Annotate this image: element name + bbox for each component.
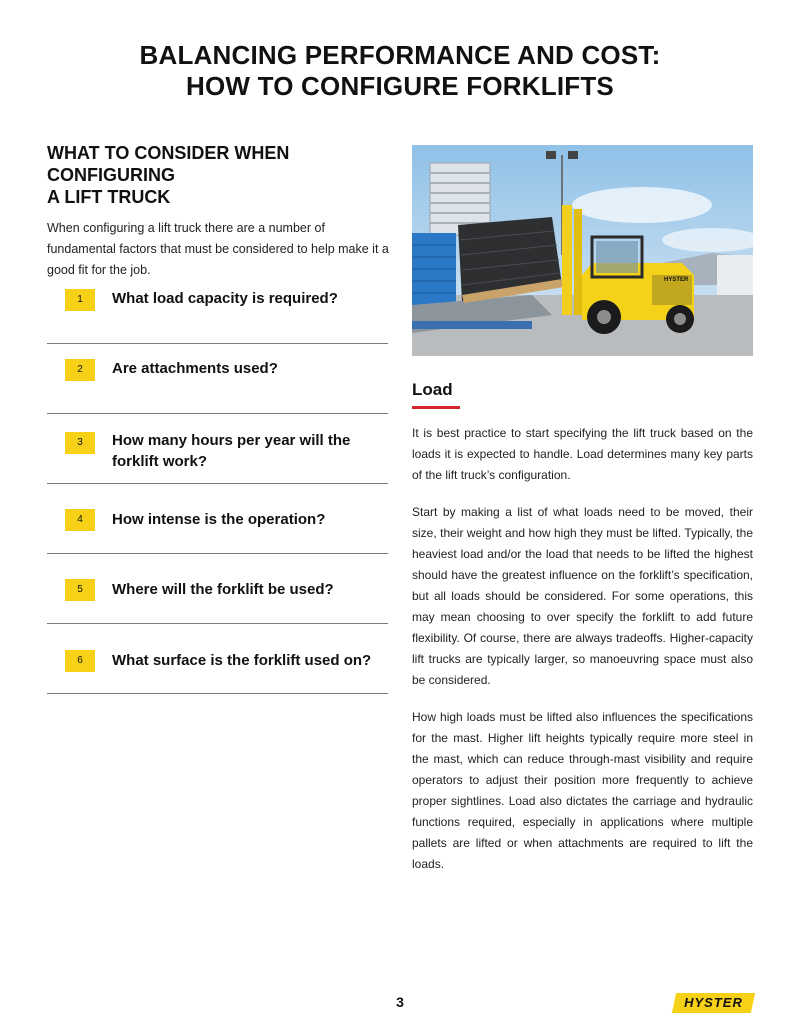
question-number-badge: 1 [65,289,95,311]
forklift-photo [412,145,753,356]
question-text: Are attachments used? [112,360,278,377]
question-item [47,484,388,554]
hyster-logo-text: HYSTER [684,995,743,1010]
question-number-badge: 4 [65,509,95,531]
load-paragraph: Start by making a list of what loads need to be moved, their size, their weight and how high they must be lifted. Typically, the heaviest load and/or the load that needs to be lifted the highest should have the greatest influence on the forklift’s specification, but all loads should be considered. For some operations, this may mean choosing to over specify the forklift to add future flexibility. Of course, there are always tradeoffs. Higher-capacity lift trucks are typically larger, so manoeuvring space must also be considered. [412,505,753,687]
question-text: How intense is the operation? [112,511,326,528]
question-number-badge: 2 [65,359,95,381]
load-paragraph: How high loads must be lifted also influences the specifications for the mast. Higher lift heights typically require more steel in the mast, which can reduce through-mast visibility and require operators to adjust their position more frequently to achieve proper sightlines. Load also dictates the carriage and hydraulic functions required, especially in applications where multiple pallets are lifted or when attachments are required to lift the loads. [412,710,753,871]
question-number-badge: 6 [65,650,95,672]
question-text: What surface is the forklift used on? [112,652,372,669]
question-item [47,554,388,624]
question-item [47,624,388,694]
page-title-line-2: HOW TO CONFIGURE FORKLIFTS [186,71,614,101]
forklift-label: HYSTER [664,277,689,283]
hyster-logo [672,993,755,1013]
question-number-badge: 5 [65,579,95,601]
intro-paragraph: When configuring a lift truck there are a number of fundamental factors that must be considered to help make it a good fit for the job. [47,221,389,277]
question-text: How many hours per year will the forklift work? [112,432,351,470]
question-text: Where will the forklift be used? [112,581,334,598]
considerations-section [47,142,389,281]
question-item [47,414,388,484]
questions-list [47,274,388,694]
load-heading-underline [412,406,460,409]
load-heading: Load [412,380,453,399]
question-item [47,274,388,344]
section-heading [47,142,389,208]
question-item [47,344,388,414]
page-title-line-1: BALANCING PERFORMANCE AND COST: [139,40,661,70]
load-body [412,423,753,891]
question-text: What load capacity is required? [112,290,338,307]
section-heading-line-2: A LIFT TRUCK [47,187,171,207]
question-number-badge: 3 [65,432,95,454]
page-title [0,40,800,102]
page-number: 3 [396,994,404,1010]
load-paragraph: It is best practice to start specifying the lift truck based on the loads it is expected to handle. Load determines many key parts of the lift truck’s configuration. [412,426,753,482]
section-heading-line-1: WHAT TO CONSIDER WHEN CONFIGURING [47,143,290,185]
